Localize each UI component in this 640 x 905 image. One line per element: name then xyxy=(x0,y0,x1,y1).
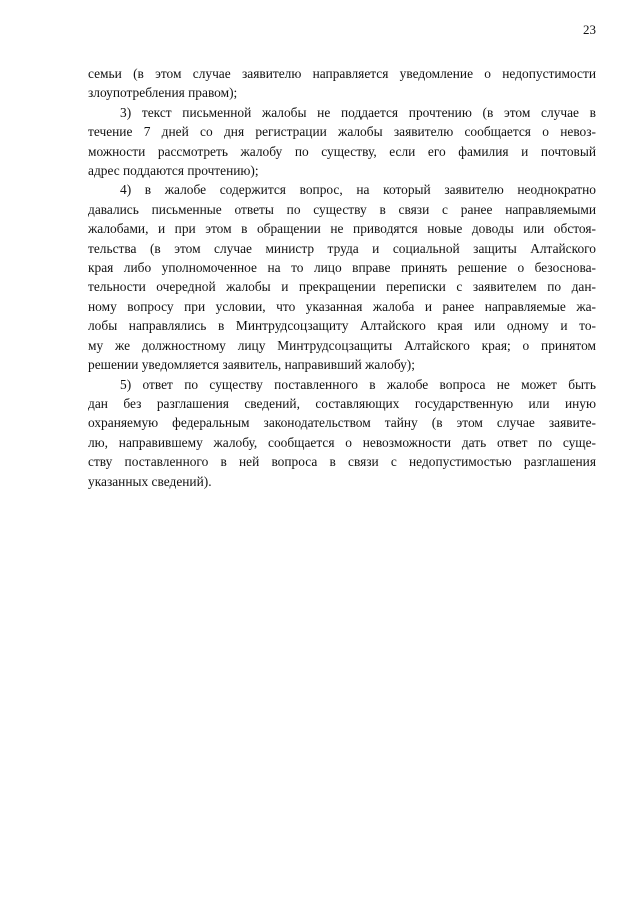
text-line: ству поставленного в ней вопроса в связи с недопустимостью разглашения xyxy=(88,454,596,470)
text-line: охраняемую федеральным законодательством тайну (в этом случае заявите- xyxy=(88,415,596,431)
paragraph-item-4 xyxy=(88,180,596,374)
text-line: 4) в жалобе содержится вопрос, на который заявителю неоднократно xyxy=(120,182,596,198)
text-line: дан без разглашения сведений, составляющих государственную или иную xyxy=(88,395,596,411)
text-line: 3) текст письменной жалобы не поддается прочтению (в этом случае в xyxy=(120,104,596,120)
text-line: 5) ответ по существу поставленного в жалобе вопроса не может быть xyxy=(120,376,596,392)
text-line: тельства (в этом случае министр труда и социальной защиты Алтайского xyxy=(88,240,596,256)
text-line: адрес поддаются прочтению); xyxy=(88,163,259,179)
paragraph-continuation xyxy=(88,64,596,103)
text-line: течение 7 дней со дня регистрации жалобы заявителю сообщается о невоз- xyxy=(88,124,596,140)
paragraph-item-3 xyxy=(88,103,596,181)
text-line: можности рассмотреть жалобу по существу, если его фамилия и почтовый xyxy=(88,143,596,159)
text-line: лобы направлялись в Минтрудсоцзащиту Алтайского края или одному и то- xyxy=(88,318,596,334)
text-line: лю, направившему жалобу, сообщается о невозможности дать ответ по суще- xyxy=(88,434,596,450)
text-line: жалобами, и при этом в обращении не приводятся новые доводы или обстоя- xyxy=(88,221,596,237)
text-line: давались письменные ответы по существу в связи с ранее направляемыми xyxy=(88,201,596,217)
page-number: 23 xyxy=(583,22,596,37)
text-line: ному вопросу при условии, что указанная жалоба и ранее направляемые жа- xyxy=(88,298,596,314)
text-line: му же должностному лицу Минтрудсоцзащиты Алтайского края; о принятом xyxy=(88,337,596,353)
text-line: семьи (в этом случае заявителю направляется уведомление о недопустимости xyxy=(88,66,596,81)
paragraph-item-5 xyxy=(88,375,596,491)
text-line: тельности очередной жалобы и прекращении переписки с заявителем по дан- xyxy=(88,279,596,295)
text-line: края либо уполномоченное на то лицо вправе принять решение о безоснова- xyxy=(88,260,596,276)
document-body xyxy=(88,64,596,491)
text-line: решении уведомляется заявитель, направивший жалобу); xyxy=(88,357,415,373)
text-line: указанных сведений). xyxy=(88,473,212,489)
text-line: злоупотребления правом); xyxy=(88,85,238,101)
